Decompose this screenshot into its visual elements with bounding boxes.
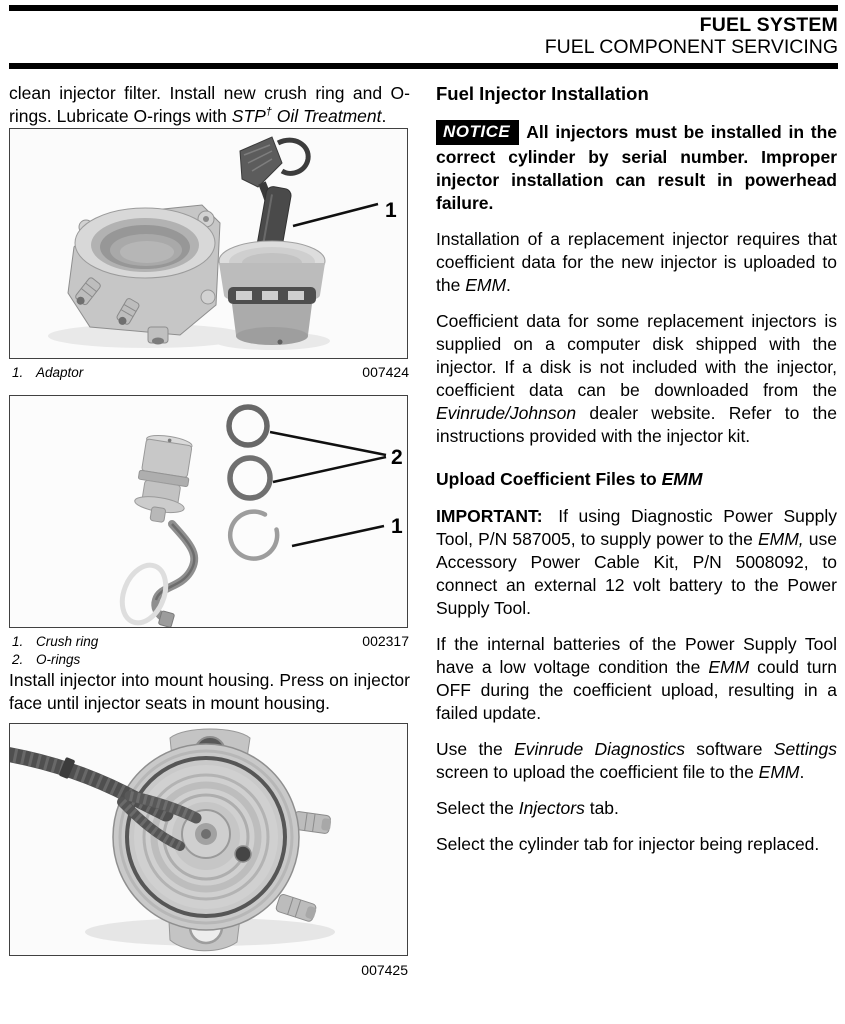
paragraph-text: dealer website. Refer to the instructions provided with the injector kit. [436,403,837,446]
tab-name: Injectors [518,798,585,818]
emm-term: EMM, [757,529,804,549]
paragraph-text: use Accessory Power Cable Kit, P/N 5008092, to connect an external 12 volt battery to the Power Supply Tool. [436,529,838,618]
paragraph-text: software [684,739,774,759]
paragraph-use-software [436,738,837,784]
dagger-mark: † [265,106,272,119]
important-paragraph [436,505,837,620]
emm-term: EMM [708,657,750,677]
callout-number-1: 1 [385,199,397,222]
caption-label: Adaptor [36,365,84,380]
adaptor-photo [10,129,407,358]
callout-number-2: 2 [391,446,403,469]
figure-rings-caption [9,632,410,669]
notice-badge: NOTICE [436,120,519,145]
subsection-text: Upload Coefficient Files to [436,469,662,489]
page-header [9,11,838,63]
intro-text: clean injector filter. Install new crush ring and O-rings. Lubricate O-rings with [9,83,410,126]
software-name: Evinrude Diagnostics [514,739,685,759]
caption-number: 2. [12,652,24,667]
figure-adaptor [9,128,408,359]
caption-label: Crush ring [36,634,99,649]
important-label: IMPORTANT: [436,506,543,526]
figure-rings [9,395,408,628]
paragraph-text: If using Diagnostic Power Supply Tool, P/N 587005, to supply power to the [436,506,837,549]
figure-mount-housing [9,723,408,956]
paragraph-text: . [506,275,511,295]
emm-term: EMM [758,762,800,782]
notice-text: All injectors must be installed in the correct cylinder by serial number. Improper injector installation can result in powerhead failure. [436,122,837,213]
paragraph-text: tab. [584,798,619,818]
paragraph-text: Coefficient data for some replacement injectors is supplied on a computer disk shipped with the injector. If a disk is not included with the injector, coefficient data can be downloaded from the [436,311,837,400]
paragraph-text: Use the [436,739,515,759]
mount-housing-photo [10,724,407,955]
paragraph-text: Select the [436,798,519,818]
emm-term: EMM [661,469,703,489]
paragraph-install-requirement [436,228,837,297]
photo-background [10,396,407,627]
page-title: FUEL SYSTEM [699,14,838,36]
paragraph-text: could turn OFF during the coefficient upload, resulting in a failed update. [436,657,838,723]
caption-number: 1. [12,365,24,380]
paragraph-coefficient-data [436,310,837,448]
section-heading: Fuel Injector Installation [436,83,649,104]
paragraph-text: . [799,762,805,782]
page-subtitle: FUEL COMPONENT SERVICING [544,36,838,58]
subsection-heading [436,468,837,490]
rings-photo [10,396,407,627]
figure-mount-housing-caption [9,961,410,979]
header-bottom-rule [9,63,838,69]
emm-term: EMM [465,275,507,295]
intro-period: . [381,106,387,126]
product-name: STP [231,106,266,126]
intro-paragraph [9,82,410,128]
brand-term: Evinrude/Johnson [436,403,577,423]
photo-id: 007424 [362,364,409,380]
paragraph-select-cylinder: Select the cylinder tab for injector being replaced. [436,834,820,854]
paragraph-select-injectors [436,797,837,820]
product-name-cont: Oil Treatment [271,106,382,126]
caption-number: 1. [12,634,24,649]
left-column [9,82,410,979]
photo-id: 007425 [361,962,408,978]
paragraph-text: screen to upload the coefficient file to the [436,762,759,782]
photo-id: 002317 [362,633,409,649]
paragraph-text: Installation of a replacement injector requires that coefficient data for the new injector is uploaded to the [436,229,837,295]
figure-adaptor-caption [9,363,410,382]
right-column [436,82,837,979]
two-column-layout [9,82,838,979]
paragraph-text: If the internal batteries of the Power Supply Tool have a low voltage condition the [436,634,837,677]
install-paragraph: Install injector into mount housing. Press on injector face until injector seats in mount housing. [9,670,410,713]
caption-label: O-rings [36,652,81,667]
callout-number-1: 1 [391,515,403,538]
screen-name: Settings [773,739,837,759]
notice-paragraph [436,121,837,215]
paragraph-battery-warning [436,633,837,725]
